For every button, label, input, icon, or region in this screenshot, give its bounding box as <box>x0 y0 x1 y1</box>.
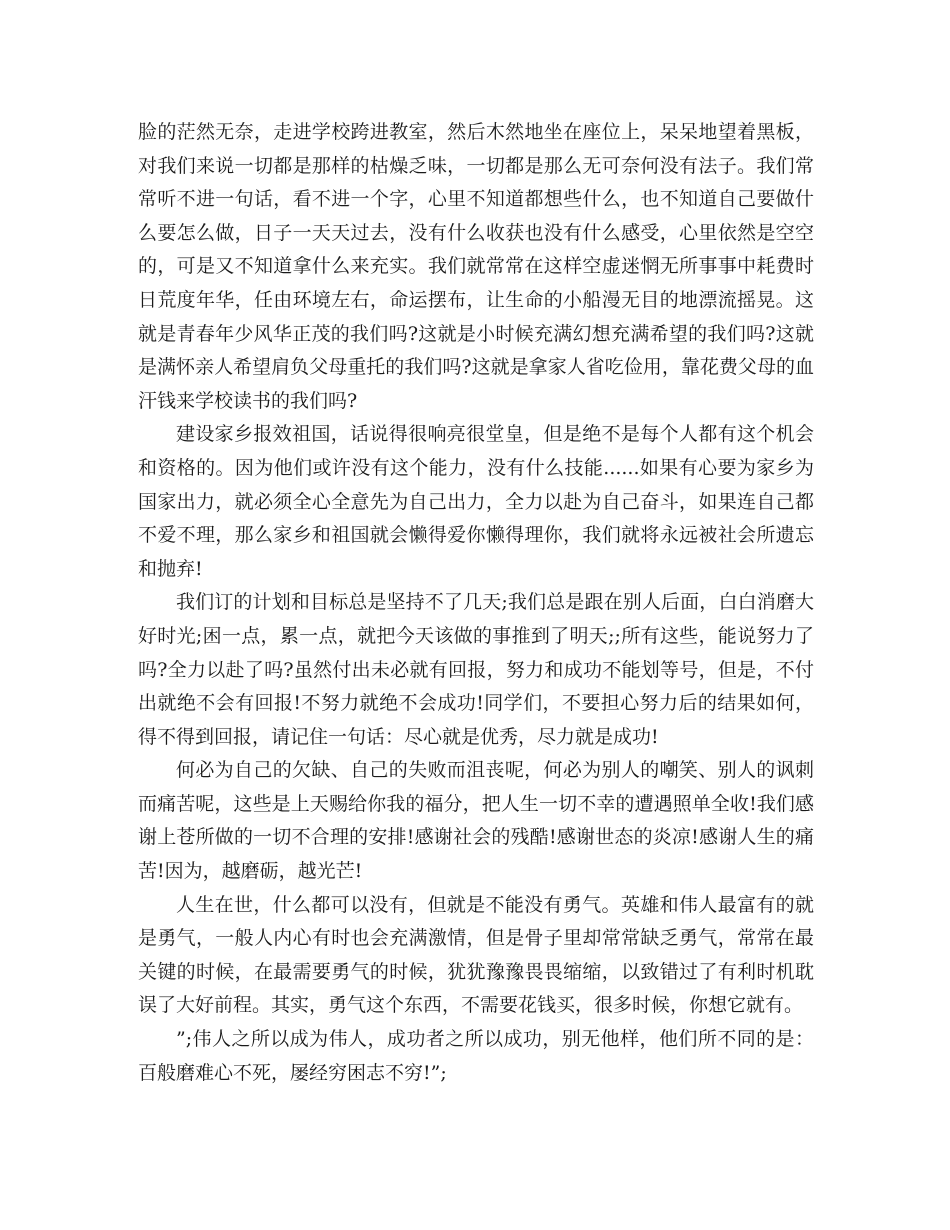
document-body <box>138 116 814 1090</box>
paragraph-4: 何必为自己的欠缺、自己的失败而沮丧呢，何必为别人的嘲笑、别人的讽刺而痛苦呢，这些是上天赐给你我的福分，把人生一切不幸的遭遇照单全收!我们感谢上苍所做的一切不合理的安排!感谢社会的残酷!感谢世态的炎凉!感谢人生的痛苦!因为，越磨砺，越光芒! <box>138 759 814 883</box>
paragraph-6: ”;伟人之所以成为伟人，成功者之所以成功，别无他样，他们所不同的是：百般磨难心不死，屡经穷困志不穷!”; <box>138 1028 814 1084</box>
paragraph-1: 脸的茫然无奈，走进学校跨进教室，然后木然地坐在座位上，呆呆地望着黑板，对我们来说一切都是那样的枯燥乏味，一切都是那么无可奈何没有法子。我们常常听不进一句话，看不进一个字，心里不知道都想些什么，也不知道自己要做什么要怎么做，日子一天天过去，没有什么收获也没有什么感受，心里依然是空空的，可是又不知道拿什么来充实。我们就常常在这样空虚迷惘无所事事中耗费时日荒度年华，任由环境左右，命运摆布，让生命的小船漫无目的地漂流摇晃。这就是青春年少风华正茂的我们吗?这就是小时候充满幻想充满希望的我们吗?这就是满怀亲人希望肩负父母重托的我们吗?这就是拿家人省吃俭用，靠花费父母的血汗钱来学校读书的我们吗? <box>138 121 814 412</box>
paragraph-3: 我们订的计划和目标总是坚持不了几天;我们总是跟在别人后面，白白消磨大好时光;困一点，累一点，就把今天该做的事推到了明天;;所有这些，能说努力了吗?全力以赴了吗?虽然付出未必就有回报，努力和成功不能划等号，但是，不付出就绝不会有回报!不努力就绝不会成功!同学们，不要担心努力后的结果如何，得不得到回报，请记住一句话：尽心就是优秀，尽力就是成功! <box>138 591 814 748</box>
paragraph-5: 人生在世，什么都可以没有，但就是不能没有勇气。英雄和伟人最富有的就是勇气，一般人内心有时也会充满激情，但是骨子里却常常缺乏勇气，常常在最关键的时候，在最需要勇气的时候，犹犹豫豫畏畏缩缩，以致错过了有利时机耽误了大好前程。其实，勇气这个东西，不需要花钱买，很多时候，你想它就有。 <box>138 893 814 1017</box>
paragraph-2: 建设家乡报效祖国，话说得很响亮很堂皇，但是绝不是每个人都有这个机会和资格的。因为他们或许没有这个能力，没有什么技能......如果有心要为家乡为国家出力，就必须全心全意先为自己出力，全力以赴为自己奋斗，如果连自己都不爱不理，那么家乡和祖国就会懒得爱你懒得理你，我们就将永远被社会所遗忘和抛弃! <box>138 423 814 580</box>
